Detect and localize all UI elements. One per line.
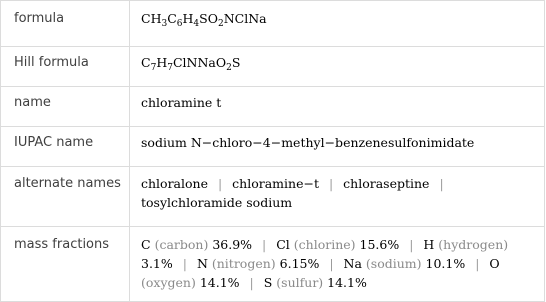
formula-subscript: 7 [150, 63, 157, 73]
row-formula [1, 1, 545, 47]
row-label-iupac-name: IUPAC name [1, 127, 130, 167]
formula-text: C [141, 55, 151, 70]
mass-fraction-value: 6.15% [279, 256, 320, 271]
row-alternate-names [1, 167, 545, 227]
separator: | [182, 256, 187, 271]
separator: | [439, 176, 444, 191]
separator: | [409, 237, 414, 252]
mass-fraction-value: 15.6% [359, 237, 400, 252]
element-name: (oxygen) [141, 275, 196, 290]
separator: | [475, 256, 480, 271]
row-iupac-name [1, 127, 545, 167]
iupac-name-value: sodium N−chloro−4−methyl−benzenesulfonimidate [130, 127, 545, 167]
formula-text: ClNNaO [172, 55, 227, 70]
formula-subscript: 2 [226, 63, 232, 73]
element-name: (carbon) [154, 237, 209, 252]
mass-fraction-item [197, 256, 319, 271]
element-name: (sulfur) [276, 275, 324, 290]
alternate-name: chloralone [141, 176, 208, 191]
formula-subscript: 7 [167, 63, 173, 73]
formula-subscript: 6 [176, 19, 183, 29]
formula-subscript: 2 [217, 19, 224, 29]
element-symbol: N [196, 256, 208, 271]
element-name: (nitrogen) [211, 256, 276, 271]
element-symbol: S [263, 275, 273, 290]
separator: | [262, 237, 267, 252]
name-value: chloramine t [130, 87, 545, 127]
mass-fraction-value: 14.1% [327, 275, 367, 290]
mass-fraction-value: 3.1% [141, 256, 173, 271]
formula-subscript: 3 [161, 19, 168, 29]
alternate-names-value [130, 167, 545, 227]
element-symbol: C [141, 237, 151, 252]
element-symbol: O [489, 256, 500, 271]
row-label-formula: formula [1, 1, 130, 47]
formula-text: S [231, 55, 241, 70]
separator: | [328, 176, 334, 191]
mass-fraction-value: 10.1% [425, 256, 466, 271]
mass-fraction-item [264, 275, 367, 290]
row-mass-fractions [1, 227, 545, 302]
mass-fractions-value [130, 227, 545, 302]
mass-fraction-item [276, 237, 399, 252]
separator: | [329, 256, 334, 271]
row-label-alternate-names: alternate names [1, 167, 130, 227]
mass-fraction-value: 36.9% [212, 237, 253, 252]
row-hill-formula [1, 47, 545, 87]
alternate-name: chloramine−t [232, 176, 319, 191]
alternate-name: chloraseptine [343, 176, 430, 191]
formula-text: SO [199, 11, 218, 26]
formula-value [130, 1, 545, 47]
row-label-hill-formula: Hill formula [1, 47, 130, 87]
element-symbol: Na [343, 256, 362, 271]
element-symbol: H [423, 237, 435, 252]
element-name: (sodium) [365, 256, 422, 271]
mass-fraction-item [344, 256, 466, 271]
formula-text: CH [141, 11, 162, 26]
formula-subscript: 4 [193, 19, 200, 29]
formula-text: C [167, 11, 177, 26]
row-label-mass-fractions: mass fractions [1, 227, 130, 302]
separator: | [249, 275, 254, 290]
element-name: (hydrogen) [438, 237, 509, 252]
element-name: (chlorine) [293, 237, 356, 252]
formula-text: H [156, 55, 168, 70]
formula-text: NClNa [223, 11, 267, 26]
hill-formula-value [130, 47, 545, 87]
mass-fraction-value: 14.1% [199, 275, 240, 290]
mass-fraction-item [141, 237, 252, 252]
row-name [1, 87, 545, 127]
formula-text: H [182, 11, 194, 26]
separator: | [217, 176, 223, 191]
alternate-name: tosylchloramide sodium [141, 195, 293, 210]
element-symbol: Cl [276, 237, 290, 252]
row-label-name: name [1, 87, 130, 127]
